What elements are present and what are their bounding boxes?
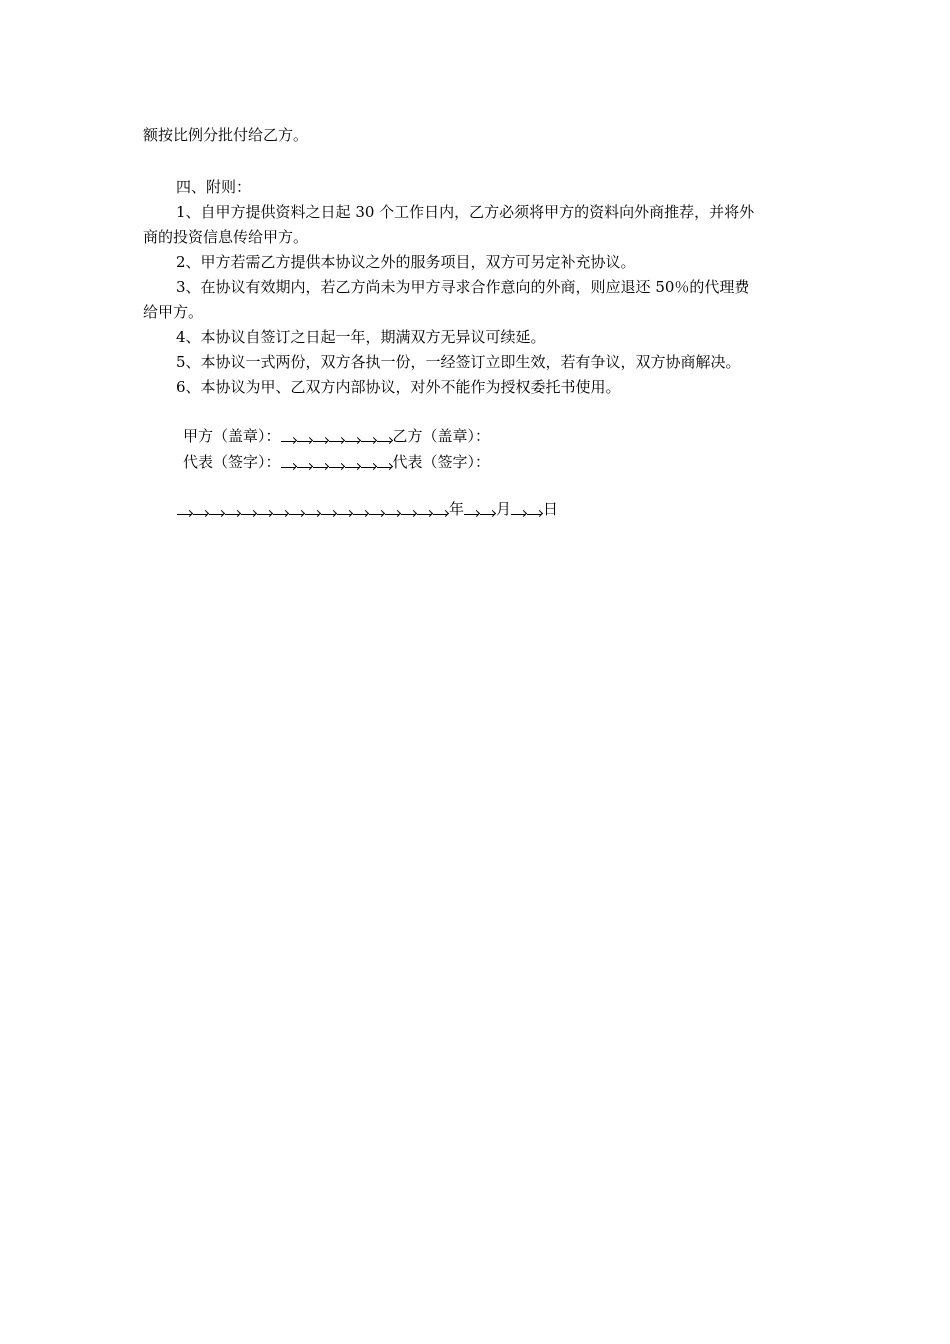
tab-arrow-icon — [313, 462, 329, 472]
clause-5: 5、本协议一式两份，双方各执一份，一经签订立即生效，若有争议，双方协商解决。 — [176, 353, 741, 371]
clause-6: 6、本协议为甲、乙双方内部协议，对外不能作为授权委托书使用。 — [176, 378, 621, 396]
tab-arrow-icon — [321, 509, 337, 519]
tab-arrow-icon — [257, 509, 273, 519]
tab-arrow-icon — [241, 509, 257, 519]
tab-arrow-icon — [337, 509, 353, 519]
tab-arrow-icon — [480, 509, 496, 519]
tab-arrow-icon — [313, 436, 329, 446]
party-a-rep-label: 代表（签字）： — [183, 453, 281, 471]
tab-arrow-icon — [329, 436, 345, 446]
tab-arrow-icon — [225, 509, 241, 519]
tab-arrow-icon — [345, 462, 361, 472]
tab-arrow-icon — [401, 509, 417, 519]
tab-arrow-icon — [417, 509, 433, 519]
tab-arrow-icon — [527, 509, 543, 519]
tab-marks — [464, 503, 496, 513]
tab-arrow-icon — [289, 509, 305, 519]
signature-seal-row — [183, 425, 490, 447]
section-title: 四、附则： — [176, 178, 252, 196]
tab-arrow-icon — [464, 509, 480, 519]
tab-arrow-icon — [297, 462, 313, 472]
tab-arrow-icon — [281, 436, 297, 446]
tab-arrow-icon — [297, 436, 313, 446]
tab-arrow-icon — [281, 462, 297, 472]
tab-arrow-icon — [353, 509, 369, 519]
tab-arrow-icon — [361, 462, 377, 472]
tab-marks — [511, 503, 543, 513]
tab-marks — [281, 456, 393, 466]
tab-arrow-icon — [305, 509, 321, 519]
party-b-seal-label: 乙方（盖章）： — [392, 427, 491, 445]
tab-arrow-icon — [345, 436, 361, 446]
date-year-label: 年 — [449, 500, 465, 518]
tab-arrow-icon — [511, 509, 527, 519]
clause-4: 4、本协议自签订之日起一年，期满双方无异议可续延。 — [176, 328, 546, 346]
signature-rep-row — [183, 451, 490, 473]
clause-3-line-2: 给甲方。 — [143, 303, 204, 321]
tab-arrow-icon — [361, 436, 377, 446]
party-b-rep-label: 代表（签字）： — [392, 453, 491, 471]
tab-arrow-icon — [385, 509, 401, 519]
tab-marks — [281, 430, 393, 440]
tab-arrow-icon — [377, 436, 393, 446]
carryover-text: 额按比例分批付给乙方。 — [143, 126, 309, 144]
party-a-seal-label: 甲方（盖章）： — [183, 427, 281, 445]
tab-arrow-icon — [329, 462, 345, 472]
tab-arrow-icon — [273, 509, 289, 519]
date-month-label: 月 — [496, 500, 512, 518]
tab-marks — [177, 503, 449, 513]
tab-arrow-icon — [433, 509, 449, 519]
date-day-label: 日 — [543, 500, 559, 518]
tab-arrow-icon — [209, 509, 225, 519]
signature-date-row — [177, 498, 558, 520]
clause-1-line-1: 1、自甲方提供资料之日起 30 个工作日内，乙方必须将甲方的资料向外商推荐，并将外 — [176, 203, 755, 221]
tab-arrow-icon — [193, 509, 209, 519]
clause-1-line-2: 商的投资信息传给甲方。 — [143, 228, 309, 246]
tab-arrow-icon — [369, 509, 385, 519]
tab-arrow-icon — [377, 462, 393, 472]
clause-3-line-1: 3、在协议有效期内，若乙方尚未为甲方寻求合作意向的外商，则应退还 50％的代理费 — [176, 278, 750, 296]
clause-2: 2、甲方若需乙方提供本协议之外的服务项目，双方可另定补充协议。 — [176, 253, 636, 271]
tab-arrow-icon — [177, 509, 193, 519]
